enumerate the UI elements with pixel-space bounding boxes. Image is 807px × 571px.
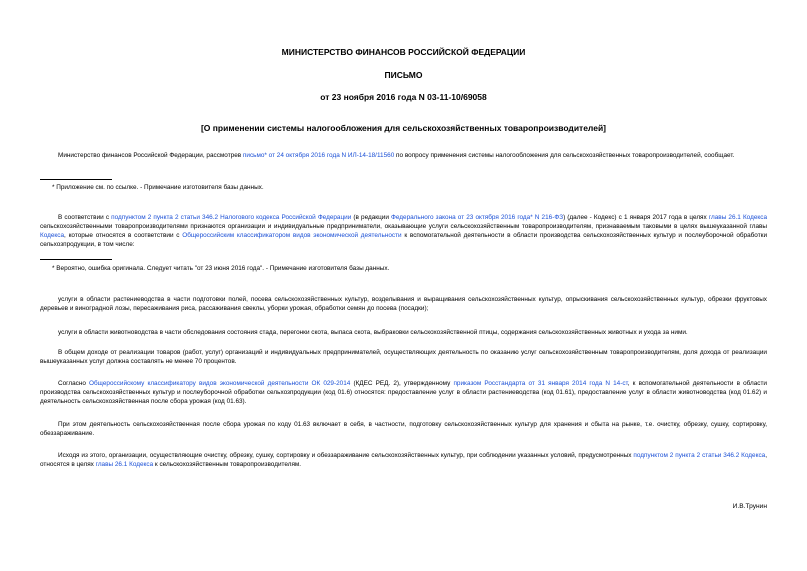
footnote-2: * Вероятно, ошибка оригинала. Следует читать "от 23 июня 2016 года". - Примечание изготовителя базы данных. <box>52 265 390 272</box>
footnote-divider <box>40 179 112 180</box>
link-chapter-26-1[interactable]: главы 26.1 Кодекса <box>708 214 767 221</box>
link-code[interactable]: Кодекса <box>40 232 65 239</box>
link-rosstandart-order[interactable]: приказом Росстандарта от 31 января 2014 года N 14-ст <box>453 380 628 387</box>
text-segment: , к вспомогательной деятельности в области производства сельскохозяйственных культур и послеуборочной обработки сельхозпродукции (код 01.6) относятся: предоставление услуг в области растениеводства (код 01.61), предоставление услуг в области животноводства (код 01.62) и деятельность сельскохозяйственная после сбора урожая (код 01.63). <box>40 380 767 405</box>
text-segment: Согласно <box>58 380 90 387</box>
footnote-1: * Приложение см. по ссылке. - Примечание изготовителя базы данных. <box>52 184 264 191</box>
paragraph-post-harvest: При этом деятельность сельскохозяйственная после сбора урожая по коду 01.63 включает в себя, в частности, подготовку сельскохозяйственных культур для хранения и сбыта на рынке, т.е. очистку, обрезку, сушку, сортировку, обеззараживание. <box>40 421 767 437</box>
document-date-number: от 23 ноября 2016 года N 03-11-10/69058 <box>320 92 487 102</box>
ministry-heading: МИНИСТЕРСТВО ФИНАНСОВ РОССИЙСКОЙ ФЕДЕРАЦИИ <box>281 47 526 57</box>
text-segment: к сельскохозяйственным товаропроизводителям. <box>153 461 302 468</box>
text-segment: Министерство финансов Российской Федерации, рассмотрев <box>58 152 243 159</box>
text-segment: к вспомогательной деятельности в области производства сельскохозяйственных культур и послеуборочной обработки сельхозпродукции, в том числе: <box>40 232 768 248</box>
paragraph-income-share: В общем доходе от реализации товаров (работ, услуг) организаций и индивидуальных предпринимателей, осуществляющих деятельность по оказанию услуг сельскохозяйственным товаропроизводителям, доля дохода от реализации вышеуказанных услуг должна составлять не менее 70 процентов. <box>40 349 767 365</box>
text-segment: по вопросу применения системы налогообложения для сельскохозяйственных товаропроизводителей, сообщает. <box>394 152 735 159</box>
text-segment: , которые относятся в соответствии с <box>64 232 183 239</box>
document-type: ПИСЬМО <box>384 70 423 80</box>
paragraph-okved-codes <box>40 379 767 406</box>
footnote-divider <box>40 259 112 260</box>
link-okved-classifier[interactable]: Общероссийским классификатором видов экономической деятельности <box>182 232 402 239</box>
paragraph-livestock-services: услуги в области животноводства в части обследования состояния стада, перегонки скота, выпаса скота, выбраковки сельскохозяйственной птицы, содержания сельскохозяйственных животных и ухода за ними. <box>58 329 688 336</box>
text-segment: (в редакции <box>351 214 392 221</box>
text-segment: ) (далее - Кодекс) с 1 января 2017 года в целях <box>563 214 709 221</box>
link-tax-code-subparagraph[interactable]: подпунктом 2 пункта 2 статьи 346.2 Кодекса <box>633 452 766 459</box>
text-segment: Исходя из этого, организации, осуществляющие очистку, обрезку, сушку, сортировку и обеззараживание сельскохозяйственных культур, при соблюдении указанных условий, предусмотренных <box>58 452 634 459</box>
document-subject: [О применении системы налогообложения для сельскохозяйственных товаропроизводителей] <box>200 123 607 133</box>
text-segment: , относятся в целях <box>40 452 767 468</box>
paragraph-intro <box>40 151 767 160</box>
link-tax-code-article[interactable]: подпунктом 2 пункта 2 статьи 346.2 Налогового кодекса Российской Федерации <box>111 214 352 221</box>
paragraph-legal-basis <box>40 213 767 249</box>
link-okved-ok029[interactable]: Общероссийскому классификатору видов экономической деятельности ОК 029-2014 <box>89 380 351 387</box>
signature: И.В.Трунин <box>732 503 767 510</box>
text-segment: (КДЕС РЕД. 2), утвержденному <box>350 380 454 387</box>
paragraph-conclusion <box>40 451 767 469</box>
link-letter[interactable]: письмо* от 24 октября 2016 года N ИЛ-14-18/11560 <box>242 152 395 159</box>
text-segment: сельскохозяйственными товаропроизводителями признаются организации и индивидуальные предприниматели, оказывающие услуги сельскохозяйственным товаропроизводителям, признаваемым таковыми в целях вышеуказанной главы <box>40 223 767 230</box>
paragraph-crop-services: услуги в области растениеводства в части подготовки полей, посева сельскохозяйственных культур, возделывания и выращивания сельскохозяйственных культур, опрыскивания сельскохозяйственных культур, обрезки фруктовых деревьев и виноградной лозы, пересаживания риса, рассаживания свеклы, уборки урожая, обработки семян до посева (посадки); <box>40 296 767 312</box>
link-federal-law[interactable]: Федерального закона от 23 октября 2016 года* N 216-ФЗ <box>391 214 564 221</box>
link-chapter-26-1[interactable]: главы 26.1 Кодекса <box>95 461 154 468</box>
text-segment: В соответствии с <box>58 214 112 221</box>
